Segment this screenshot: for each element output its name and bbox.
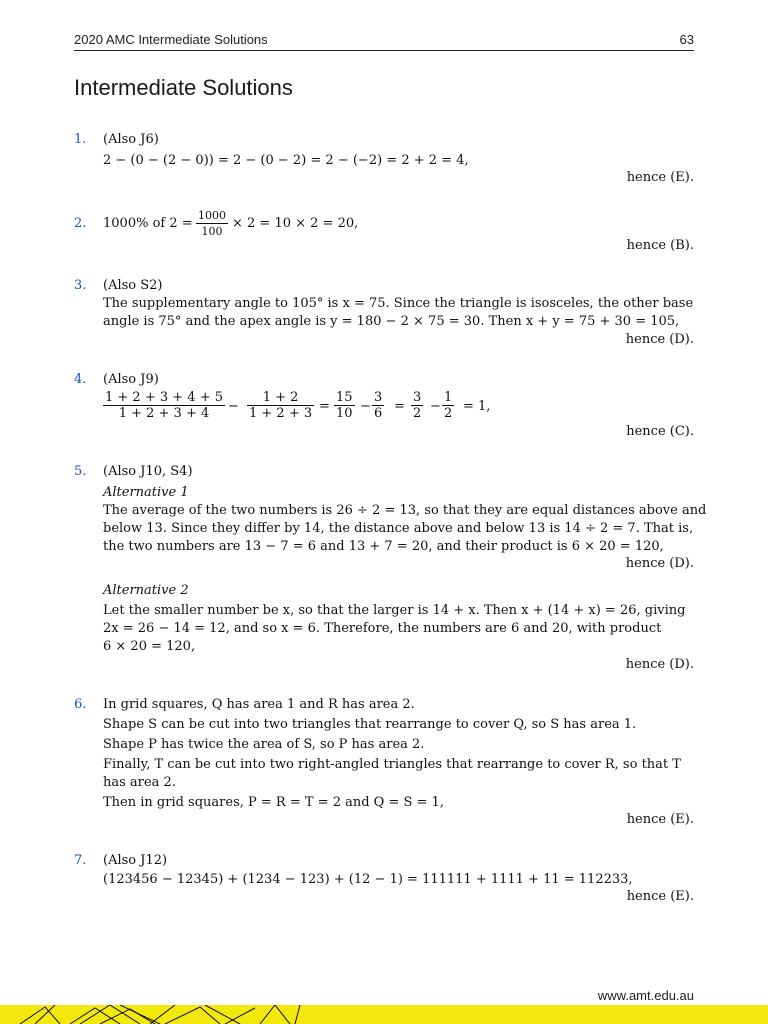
solution-line: angle is 75° and the apex angle is y = 180 − 2 × 75 = 30. Then x + y = 75 + 30 = 105, bbox=[103, 314, 680, 329]
fraction-denominator: 1 + 2 + 3 bbox=[249, 406, 313, 421]
solution-line: 1000% of 2 = bbox=[103, 216, 193, 231]
running-header-title: 2020 AMC Intermediate Solutions bbox=[74, 32, 268, 47]
solution-line: (123456 − 12345) + (1234 − 123) + (12 − 1) = 111111 + 1111 + 11 = 112233, bbox=[103, 872, 633, 887]
fraction-numerator: 15 bbox=[336, 390, 353, 405]
fraction-denominator: 100 bbox=[201, 225, 223, 238]
fraction bbox=[103, 390, 225, 421]
operator: − bbox=[430, 399, 441, 414]
fraction bbox=[442, 390, 454, 421]
solution-line: The average of the two numbers is 26 ÷ 2 = 13, so that they are equal distances above and bbox=[103, 503, 707, 518]
fraction-numerator: 1 bbox=[444, 390, 453, 405]
solution-line: Then in grid squares, P = R = T = 2 and Q = S = 1, bbox=[103, 795, 444, 810]
fraction-numerator: 3 bbox=[413, 390, 422, 405]
question-note: (Also S2) bbox=[103, 278, 163, 293]
footer-url: www.amt.edu.au bbox=[597, 988, 694, 1003]
question-number: 5. bbox=[74, 464, 87, 479]
question-number: 2. bbox=[74, 216, 87, 231]
fraction bbox=[372, 390, 384, 421]
alternative-heading: Alternative 2 bbox=[103, 583, 189, 598]
question-number: 6. bbox=[74, 697, 87, 712]
answer-line: hence (E). bbox=[626, 812, 694, 827]
question-note: (Also J9) bbox=[103, 372, 159, 387]
question-number: 3. bbox=[74, 278, 87, 293]
question-number: 7. bbox=[74, 853, 87, 868]
answer-line: hence (D). bbox=[625, 332, 694, 347]
answer-line: hence (E). bbox=[626, 889, 694, 904]
solution-line: 2x = 26 − 14 = 12, and so x = 6. Therefore, the numbers are 6 and 20, with product bbox=[103, 621, 662, 636]
solution-line: the two numbers are 13 − 7 = 6 and 13 + 7 = 20, and their product is 6 × 20 = 120, bbox=[103, 539, 664, 554]
question-number: 1. bbox=[74, 132, 87, 147]
operator: = bbox=[319, 399, 330, 414]
fraction bbox=[196, 208, 228, 239]
operator: − bbox=[360, 399, 371, 414]
answer-line: hence (D). bbox=[625, 657, 694, 672]
operator: − bbox=[228, 399, 239, 414]
answer-line: hence (E). bbox=[626, 170, 694, 185]
solution-line: below 13. Since they differ by 14, the distance above and below 13 is 14 ÷ 2 = 7. That is, bbox=[103, 521, 694, 536]
header-divider bbox=[74, 50, 694, 51]
page-title: Intermediate Solutions bbox=[74, 75, 293, 100]
fraction-numerator: 1000 bbox=[198, 209, 226, 222]
fraction-numerator: 1 + 2 + 3 + 4 + 5 bbox=[105, 390, 223, 405]
fraction bbox=[247, 390, 314, 421]
operator: = bbox=[394, 399, 405, 414]
fraction-numerator: 3 bbox=[374, 390, 383, 405]
alternative-heading: Alternative 1 bbox=[103, 485, 189, 500]
answer-line: hence (D). bbox=[625, 556, 694, 571]
fraction-numerator: 1 + 2 bbox=[247, 390, 314, 406]
solution-line: Shape P has twice the area of S, so P has area 2. bbox=[103, 737, 425, 752]
question-note: (Also J6) bbox=[103, 132, 159, 147]
solution-line: has area 2. bbox=[103, 775, 176, 790]
question-note: (Also J10, S4) bbox=[103, 464, 193, 479]
fraction-denominator: 2 bbox=[413, 406, 422, 421]
footer-decorative-band bbox=[0, 1005, 768, 1024]
fraction bbox=[334, 390, 355, 421]
fraction bbox=[411, 390, 423, 421]
solution-line: Finally, T can be cut into two right-angled triangles that rearrange to cover R, so that T bbox=[103, 757, 681, 772]
solution-line: × 2 = 10 × 2 = 20, bbox=[232, 216, 359, 231]
question-note: (Also J12) bbox=[103, 853, 168, 868]
footer-pattern-icon bbox=[0, 1005, 768, 1024]
solution-line: The supplementary angle to 105° is x = 75. Since the triangle is isosceles, the other base bbox=[103, 296, 694, 311]
question-number: 4. bbox=[74, 372, 87, 387]
fraction-denominator: 2 bbox=[444, 406, 453, 421]
solution-line: 6 × 20 = 120, bbox=[103, 639, 196, 654]
solution-line: In grid squares, Q has area 1 and R has area 2. bbox=[103, 697, 415, 712]
answer-line: hence (C). bbox=[626, 424, 694, 439]
answer-line: hence (B). bbox=[626, 238, 694, 253]
solution-line: Shape S can be cut into two triangles that rearrange to cover Q, so S has area 1. bbox=[103, 717, 637, 732]
solution-line: 2 − (0 − (2 − 0)) = 2 − (0 − 2) = 2 − (−2) = 2 + 2 = 4, bbox=[103, 153, 469, 168]
solution-line: Let the smaller number be x, so that the larger is 14 + x. Then x + (14 + x) = 26, giving bbox=[103, 603, 686, 618]
page-number: 63 bbox=[679, 32, 694, 47]
fraction-denominator: 10 bbox=[336, 406, 353, 421]
solution-line: = 1, bbox=[463, 399, 491, 414]
fraction-denominator: 1 + 2 + 3 + 4 bbox=[118, 406, 210, 421]
fraction-denominator: 6 bbox=[374, 406, 383, 421]
